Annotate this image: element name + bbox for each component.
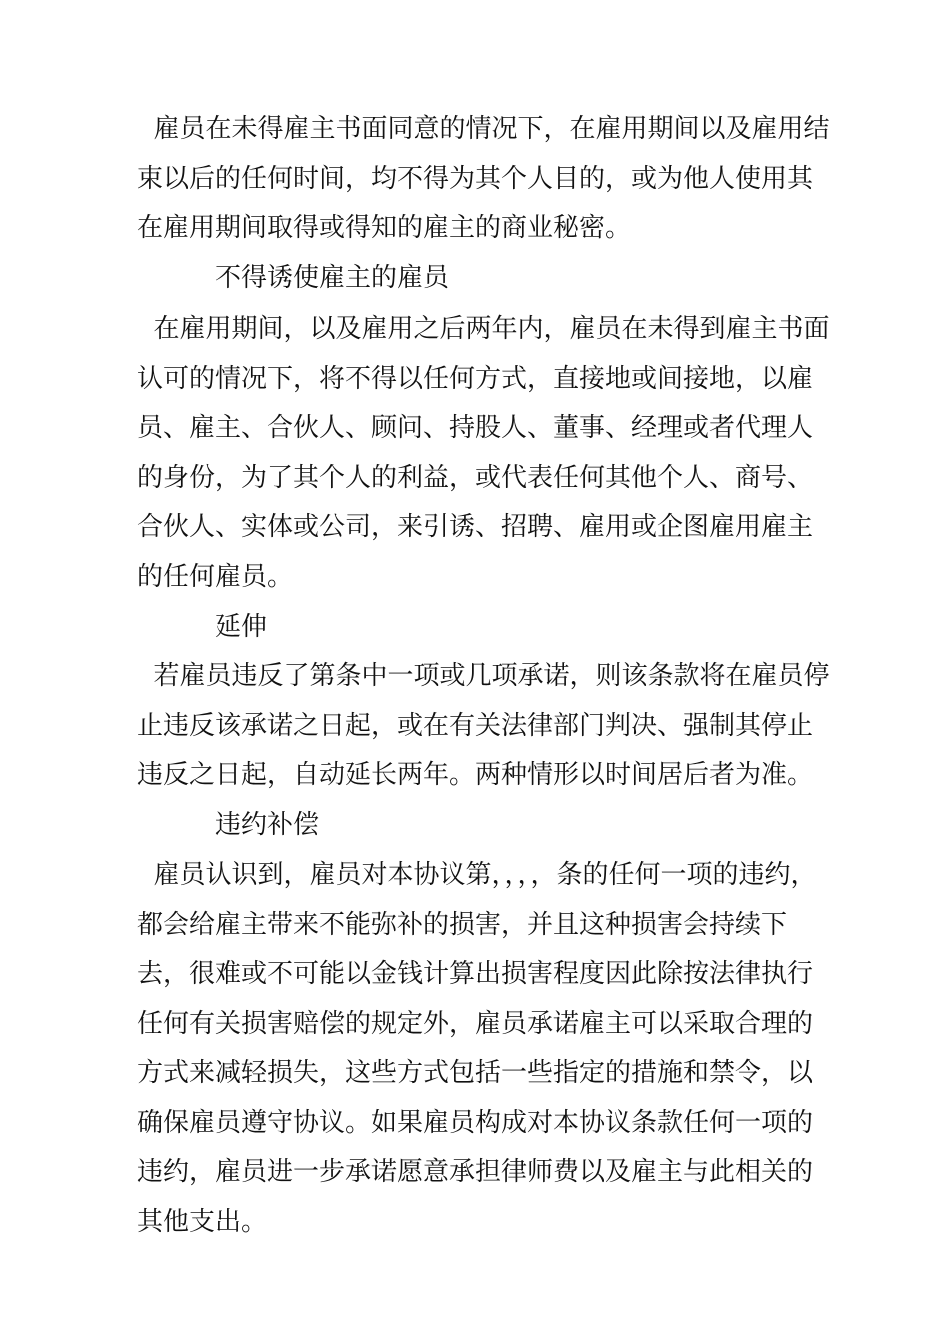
paragraph-extension: 若雇员违反了第条中一项或几项承诺，则该条款将在雇员停止违反该承诺之日起，或在有关法律部门判决、强制其停止违反之日起，自动延长两年。两种情形以时间居后者为准。: [137, 661, 830, 790]
heading-breach-compensation: 违约补偿: [215, 810, 320, 840]
paragraph-breach-compensation: 雇员认识到，雇员对本协议第，，，，条的任何一项的违约，都会给雇主带来不能弥补的损害，并且这种损害会持续下去，很难或不可能以金钱计算出损害程度因此除按法律执行任何有关损害赔偿的规定外，雇员承诺雇主可以采取合理的方式来减轻损失，这些方式包括一些指定的措施和禁令，以确保雇员遵守协议。如果雇员构成对本协议条款任何一项的违约，雇员进一步承诺愿意承担律师费以及雇主与此相关的其他支出。: [137, 860, 817, 1237]
paragraph-no-solicitation: 在雇用期间，以及雇用之后两年内，雇员在未得到雇主书面认可的情况下，将不得以任何方式，直接地或间接地，以雇员、雇主、合伙人、顾问、持股人、董事、经理或者代理人的身份，为了其个人的利益，或代表任何其他个人、商号、合伙人、实体或公司，来引诱、招聘、雇用或企图雇用雇主的任何雇员。: [137, 314, 830, 592]
heading-no-solicitation: 不得诱使雇主的雇员: [215, 263, 450, 293]
heading-extension: 延伸: [215, 612, 268, 642]
paragraph-trade-secrets: 雇员在未得雇主书面同意的情况下，在雇用期间以及雇用结束以后的任何时间，均不得为其个人目的，或为他人使用其在雇用期间取得或得知的雇主的商业秘密。: [137, 114, 830, 243]
